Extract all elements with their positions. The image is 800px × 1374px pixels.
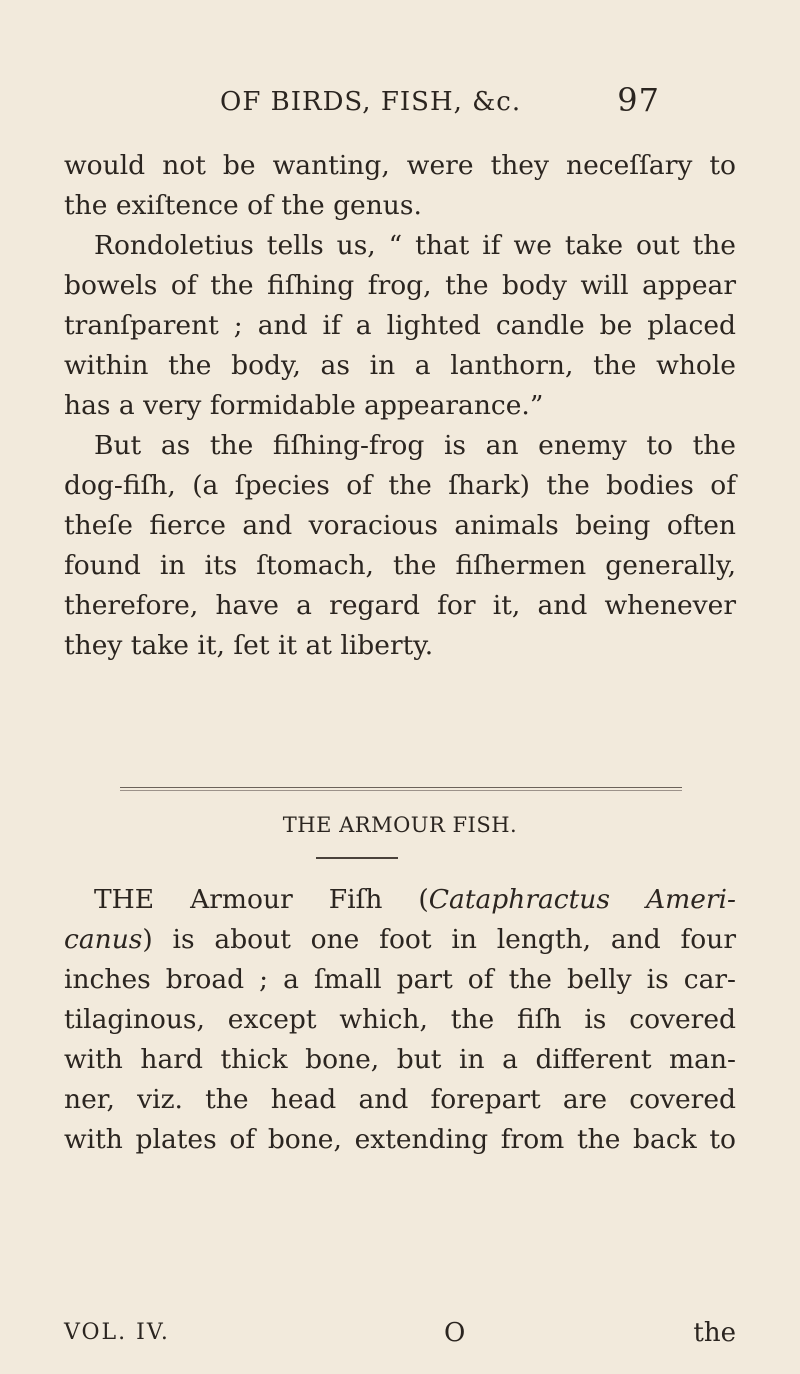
text-line bbox=[94, 880, 736, 920]
text-line: with hard thick bone, but in a different man- bbox=[64, 1044, 736, 1075]
page-footer bbox=[64, 1313, 736, 1353]
latin-name-cont: canus bbox=[64, 924, 143, 955]
text-line: within the body, as in a lanthorn, the whole bbox=[64, 350, 736, 381]
text-line bbox=[64, 920, 736, 960]
text-line: theſe fierce and voracious animals being often bbox=[64, 510, 736, 541]
latin-name: Cataphractus Ameri- bbox=[428, 884, 736, 915]
title-underline bbox=[316, 857, 398, 859]
text-line: tranſparent ; and if a lighted candle be placed bbox=[64, 310, 736, 341]
running-head-title: OF BIRDS, FISH, &c. bbox=[220, 87, 522, 117]
text-line: Rondoletius tells us, “ that if we take out the bbox=[94, 230, 736, 261]
line-rest: ) is about one foot in length, and four bbox=[142, 924, 736, 955]
catchword: the bbox=[693, 1318, 736, 1348]
text-line: with plates of bone, extending from the back to bbox=[64, 1124, 736, 1155]
section-divider bbox=[120, 787, 682, 791]
text-line: would not be wanting, were they neceſſary to bbox=[64, 150, 736, 181]
text-line: the exiſtence of the genus. bbox=[64, 190, 422, 221]
text-line: bowels of the fiſhing frog, the body will appear bbox=[64, 270, 736, 301]
signature-mark: O bbox=[444, 1318, 466, 1348]
line-start: THE Armour Fiſh ( bbox=[94, 884, 429, 915]
text-line: inches broad ; a ſmall part of the belly is car- bbox=[64, 964, 736, 995]
text-line: they take it, ſet it at liberty. bbox=[64, 630, 434, 661]
section-title: THE ARMOUR FISH. bbox=[282, 813, 518, 837]
text-line: dog-fiſh, (a ſpecies of the ſhark) the bodies of bbox=[64, 470, 736, 501]
volume-signature: VOL. IV. bbox=[64, 1320, 170, 1345]
text-line: found in its ſtomach, the fiſhermen generally, bbox=[64, 550, 736, 581]
page-number: 97 bbox=[617, 81, 660, 119]
text-line: tilaginous, except which, the fiſh is covered bbox=[64, 1004, 736, 1035]
text-line: ner, viz. the head and forepart are covered bbox=[64, 1084, 736, 1115]
text-line: therefore, have a regard for it, and whenever bbox=[64, 590, 736, 621]
text-line: has a very formidable appearance.” bbox=[64, 390, 544, 421]
text-line: But as the fiſhing-frog is an enemy to the bbox=[94, 430, 736, 461]
